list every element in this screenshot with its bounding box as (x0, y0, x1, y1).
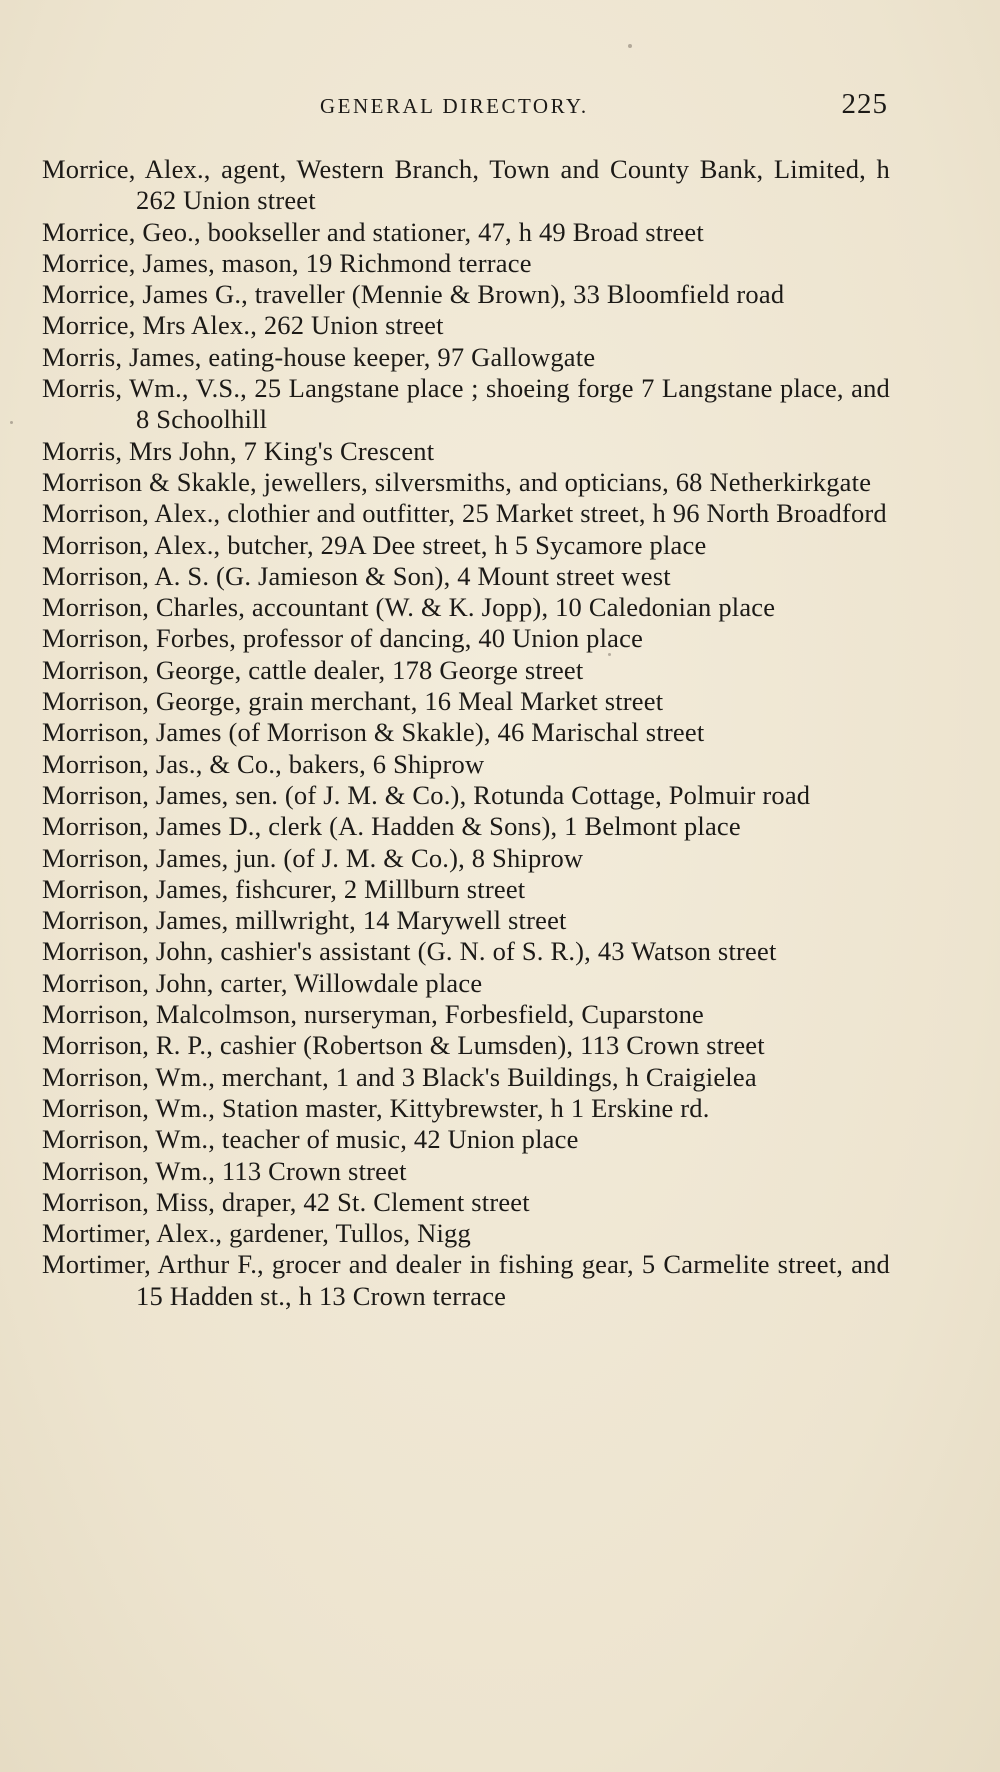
directory-entry: Morrison, James (of Morrison & Skakle), 46 Marischal street (42, 717, 705, 748)
directory-entry: Morrison, Miss, draper, 42 St. Clement street (42, 1186, 530, 1217)
directory-entry: Morrison, George, cattle dealer, 178 George street (42, 654, 584, 685)
directory-entry: Morrison, Wm., 113 Crown street (42, 1155, 407, 1186)
directory-entry: Mortimer, Alex., gardener, Tullos, Nigg (42, 1218, 471, 1249)
directory-entry: Morrison & Skakle, jewellers, silversmiths, and opticians, 68 Netherkirkgate (42, 466, 872, 497)
directory-entry: Morrison, James, millwright, 14 Marywell street (42, 905, 567, 936)
running-title: GENERAL DIRECTORY. (320, 94, 589, 118)
directory-entry: Morrison, John, carter, Willowdale place (42, 967, 483, 998)
directory-entry: Morrison, Wm., teacher of music, 42 Union place (42, 1124, 579, 1155)
page-number: 225 (841, 88, 888, 120)
directory-entry: Morrison, Wm., Station master, Kittybrewster, h 1 Erskine rd. (42, 1092, 710, 1123)
directory-entry: Morrison, Alex., butcher, 29A Dee street, h 5 Sycamore place (42, 529, 707, 560)
directory-entry: Morrison, John, cashier's assistant (G. N. of S. R.), 43 Watson street (42, 936, 777, 967)
directory-entry: Morrice, Alex., agent, Western Branch, Town and County Bank, Limited, h 262 Union street (42, 154, 890, 216)
directory-entry: Mortimer, Arthur F., grocer and dealer in fishing gear, 5 Carmelite street, and 15 Hadden st., h 13 Crown terrace (42, 1249, 890, 1311)
directory-entry: Morrison, James, jun. (of J. M. & Co.), 8 Shiprow (42, 842, 584, 873)
directory-entry: Morris, Wm., V.S., 25 Langstane place ; shoeing forge 7 Langstane place, and 8 Schoolhill (42, 373, 890, 435)
directory-entry: Morrison, Malcolmson, nurseryman, Forbesfield, Cuparstone (42, 999, 705, 1030)
ink-speck (10, 421, 13, 424)
directory-entry: Morrice, Geo., bookseller and stationer, 47, h 49 Broad street (42, 216, 704, 247)
directory-entry: Morrison, James, sen. (of J. M. & Co.), Rotunda Cottage, Polmuir road (42, 779, 811, 810)
page-header (40, 88, 888, 128)
directory-entry: Morrison, George, grain merchant, 16 Meal Market street (42, 686, 664, 717)
directory-entry: Morrice, James G., traveller (Mennie & Brown), 33 Bloomfield road (42, 279, 785, 310)
directory-entry: Morris, Mrs John, 7 King's Crescent (42, 435, 435, 466)
directory-entry: Morrison, Charles, accountant (W. & K. Jopp), 10 Caledonian place (42, 592, 776, 623)
directory-entry: Morrison, A. S. (G. Jamieson & Son), 4 Mount street west (42, 560, 671, 591)
directory-entry: Morrison, Alex., clothier and outfitter, 25 Market street, h 96 North Broadford (42, 498, 887, 529)
directory-entry: Morrison, Wm., merchant, 1 and 3 Black's Buildings, h Craigielea (42, 1061, 757, 1092)
ink-speck (628, 44, 632, 48)
directory-entry: Morris, James, eating-house keeper, 97 Gallowgate (42, 341, 596, 372)
directory-entry: Morrice, Mrs Alex., 262 Union street (42, 310, 444, 341)
directory-entry: Morrison, R. P., cashier (Robertson & Lumsden), 113 Crown street (42, 1030, 765, 1061)
directory-entry: Morrison, Jas., & Co., bakers, 6 Shiprow (42, 748, 485, 779)
directory-entry: Morrison, Forbes, professor of dancing, 40 Union place (42, 623, 644, 654)
directory-entries (42, 154, 890, 1312)
directory-entry: Morrice, James, mason, 19 Richmond terrace (42, 247, 532, 278)
directory-entry: Morrison, James D., clerk (A. Hadden & Sons), 1 Belmont place (42, 811, 741, 842)
directory-entry: Morrison, James, fishcurer, 2 Millburn street (42, 873, 526, 904)
